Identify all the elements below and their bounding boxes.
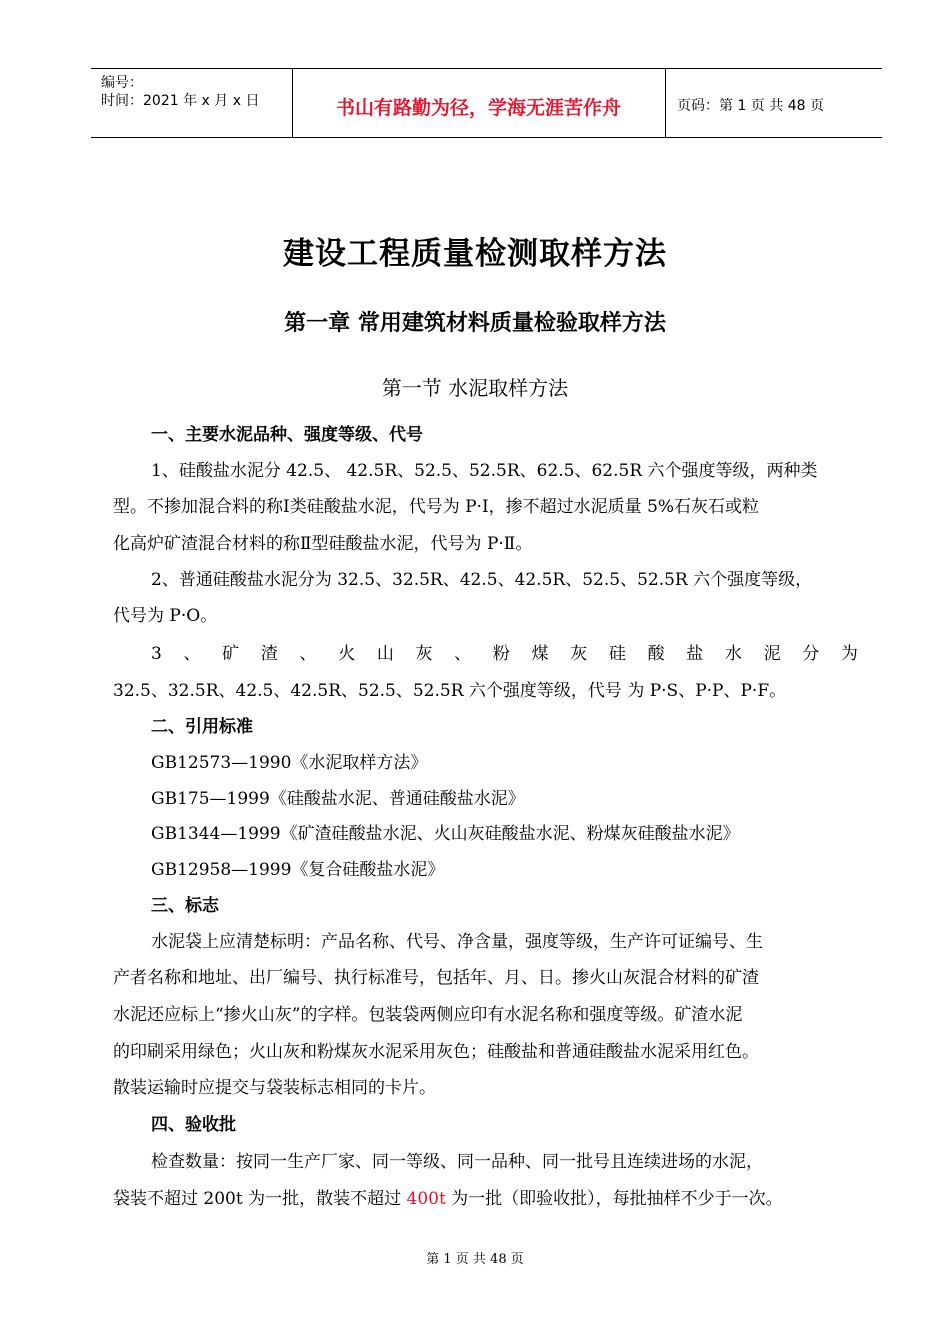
char: 泥 [763,644,781,664]
paragraph-line: 产者名称和地址、出厂编号、执行标准号，包括年、月、日。掺火山灰混合材料的矿渣 [113,968,759,988]
heading-3: 三、标志 [151,896,219,916]
chapter-heading: 第一章 常用建筑材料质量检验取样方法 [284,311,666,336]
motto: 书山有路勤为径，学海无涯苦作舟 [335,97,621,119]
char: 、 [183,644,201,664]
paragraph-line: 代号为 P·O。 [113,606,218,626]
standard-ref: GB12958—1999《复合硅酸盐水泥》 [151,860,445,880]
paragraph-line: 检查数量：按同一生产厂家、同一等级、同一品种、同一批号且连续进场的水泥， [151,1152,763,1172]
section-heading: 第一节 水泥取样方法 [381,376,569,400]
char: 火 [338,644,356,664]
header-table [91,68,882,138]
paragraph-line: 水泥袋上应清楚标明：产品名称、代号、净含量，强度等级，生产许可证编号、生 [151,932,763,952]
highlighted-quantity: 400t [406,1189,446,1209]
paragraph-line: 化高炉矿渣混合材料的称Ⅱ型硅酸盐水泥，代号为 P·Ⅱ。 [113,534,533,554]
standard-ref: GB1344—1999《矿渣硅酸盐水泥、火山灰硅酸盐水泥、粉煤灰硅酸盐水泥》 [151,824,740,844]
char: 渣 [260,644,278,664]
heading-4: 四、验收批 [151,1115,236,1135]
char: 酸 [647,644,665,664]
char: 灰 [415,644,433,664]
paragraph-line: 的印刷采用绿色；火山灰和粉煤灰水泥采用灰色；硅酸盐和普通硅酸盐水泥采用红色。 [113,1042,759,1062]
char: 水 [724,644,742,664]
text-run: 袋装不超过 200t 为一批，散装不超过 [113,1189,407,1209]
char: 山 [376,644,394,664]
document-title: 建设工程质量检测取样方法 [283,236,667,272]
paragraph-line [113,1188,858,1210]
time-label: 时间：2021 年 x 月 x 日 [101,93,260,109]
standard-ref: GB175—1999《硅酸盐水泥、普通硅酸盐水泥》 [151,789,525,809]
text-run: 为一批（即验收批），每批抽样不少于一次。 [445,1189,783,1209]
char: 、 [454,644,472,664]
char: 煤 [531,644,549,664]
paragraph-line: 型。不掺加混合料的称Ⅰ类硅酸盐水泥，代号为 P·Ⅰ，掺不超过水泥质量 5%石灰石或粒 [113,497,760,517]
paragraph-line: 散装运输时应提交与袋装标志相同的卡片。 [113,1078,436,1098]
page-footer: 第 1 页 共 48 页 [426,1252,524,1267]
page-info: 页码：第 1 页 共 48 页 [677,98,824,114]
char: 3 [151,644,162,664]
paragraph-line: 32.5、32.5R、42.5、42.5R、52.5、52.5R 六个强度等级，代号 为 P·S、P·P、P·F。 [113,681,787,701]
char: 分 [802,644,820,664]
char: 灰 [570,644,588,664]
paragraph-line: 1、硅酸盐水泥分 42.5、 42.5R、52.5、52.5R、62.5、62.5R 六个强度等级，两种类 [151,461,818,481]
header-motto-cell [292,69,666,137]
justified-line [151,643,858,665]
char: 、 [299,644,317,664]
paragraph-line: 水泥还应标上“掺火山灰”的字样。包装袋两侧应印有水泥名称和强度等级。矿渣水泥 [113,1005,743,1025]
char: 盐 [686,644,704,664]
header-page-cell [665,69,882,137]
char: 硅 [608,644,626,664]
heading-1: 一、主要水泥品种、强度等级、代号 [151,425,423,445]
standard-ref: GB12573—1990《水泥取样方法》 [151,753,428,773]
header-meta-cell [91,69,293,137]
paragraph-line: 2、普通硅酸盐水泥分为 32.5、32.5R、42.5、42.5R、52.5、52.5R 六个强度等级， [151,570,813,590]
number-label: 编号： [101,75,143,91]
char: 粉 [492,644,510,664]
char: 矿 [222,644,240,664]
char: 为 [840,644,858,664]
heading-2: 二、引用标准 [151,717,253,737]
